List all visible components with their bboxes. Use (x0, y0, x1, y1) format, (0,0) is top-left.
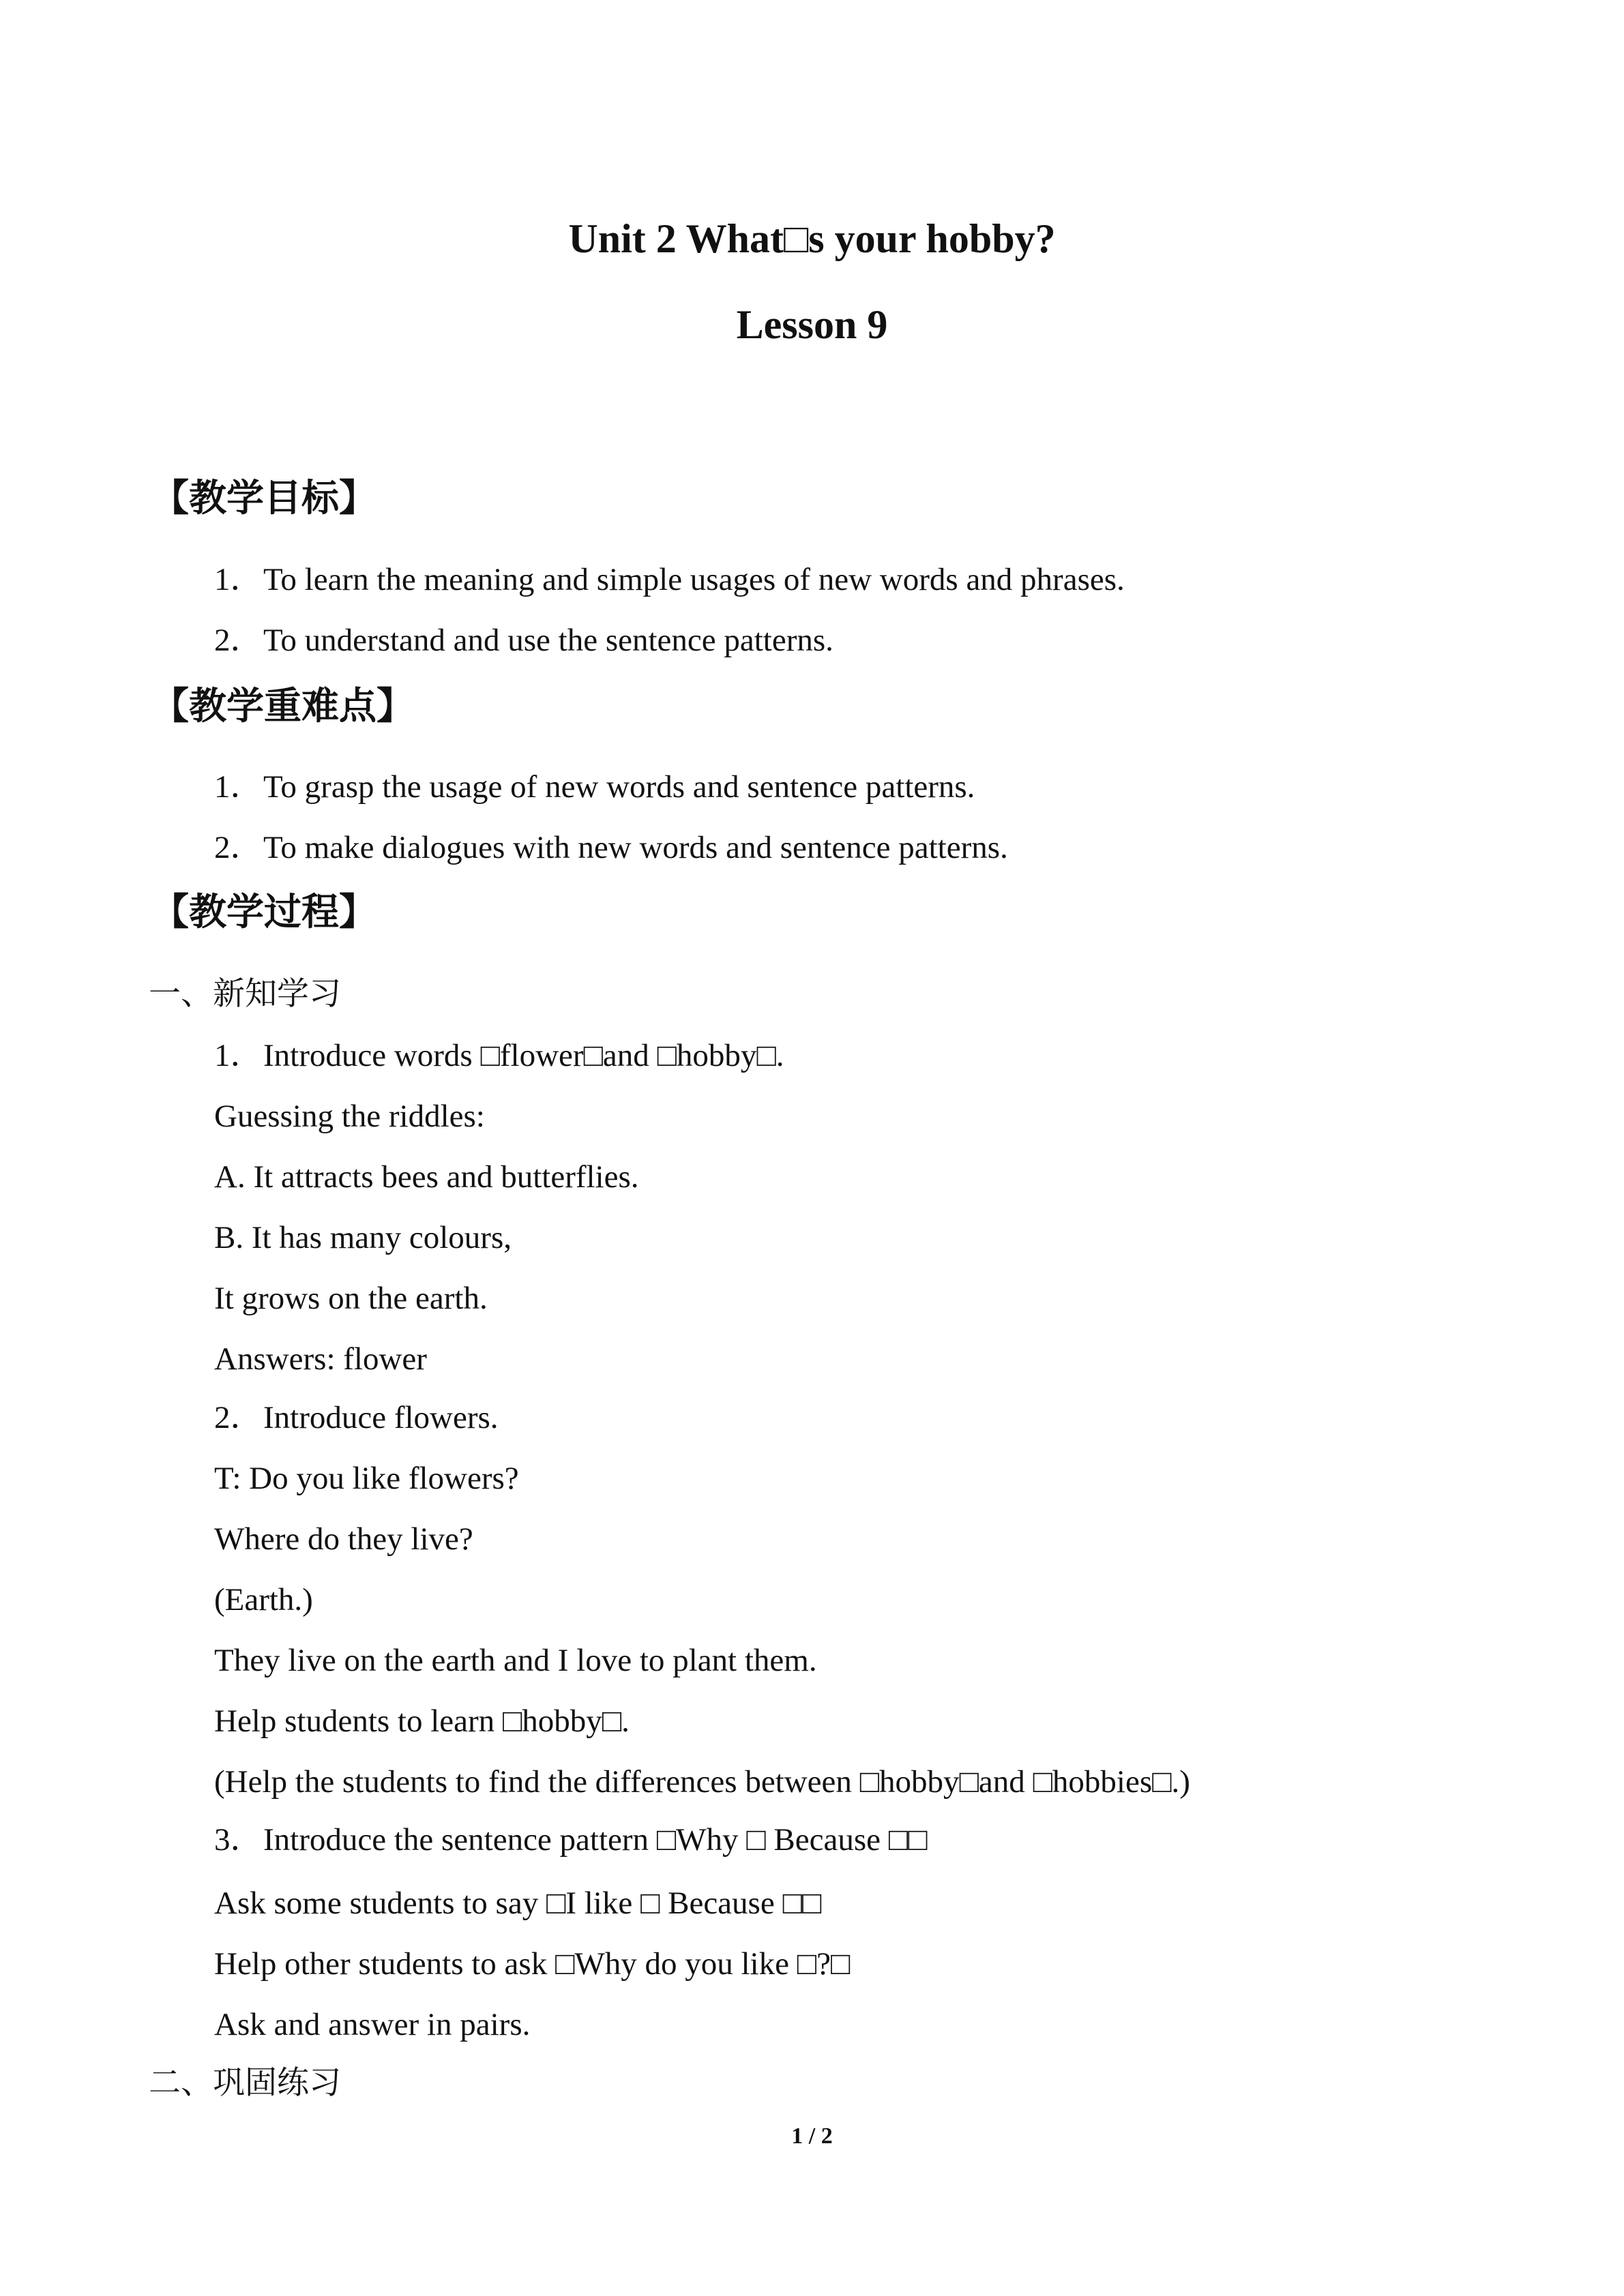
keypoint-item-2-num: 2． (214, 830, 263, 865)
step-3-num: 3． (214, 1822, 263, 1858)
keypoint-item-1-text: To grasp the usage of new words and sentence patterns. (263, 769, 975, 805)
dialogue-line-5: Help students to learn □hobby□. (214, 1703, 630, 1739)
step-3-text: Introduce the sentence pattern □Why □ Because □□ (263, 1822, 928, 1858)
keypoint-item-1 (214, 763, 975, 811)
step-3 (214, 1816, 928, 1864)
dialogue-line-1: T: Do you like flowers? (214, 1461, 519, 1496)
process-heading: 【教学过程】 (151, 890, 377, 934)
step-1-text: Introduce words □flower□and □hobby□. (263, 1038, 784, 1073)
practice-line-2: Help other students to ask □Why do you like □?□ (214, 1946, 851, 1982)
page-number: 1 / 2 (791, 2123, 833, 2149)
dialogue-line-2: Where do they live? (214, 1521, 473, 1557)
practice-line-1: Ask some students to say □I like □ Because □□ (214, 1885, 822, 1921)
goal-item-1-text: To learn the meaning and simple usages of new words and phrases. (263, 562, 1125, 597)
unit-title: Unit 2 What□s your hobby? (568, 216, 1056, 261)
dialogue-line-3: (Earth.) (214, 1582, 313, 1617)
riddle-answers: Answers: flower (214, 1341, 427, 1377)
riddles-intro: Guessing the riddles: (214, 1099, 485, 1134)
step-1-num: 1． (214, 1038, 263, 1073)
section-consolidation: 二、巩固练习 (149, 2064, 341, 2102)
step-1 (214, 1032, 784, 1079)
lesson-title: Lesson 9 (736, 302, 888, 347)
dialogue-line-4: They live on the earth and I love to plant them. (214, 1643, 817, 1678)
goal-item-2-text: To understand and use the sentence patterns. (263, 623, 833, 658)
goal-item-2-num: 2． (214, 623, 263, 658)
keypoints-heading: 【教学重难点】 (151, 684, 415, 728)
keypoint-item-1-num: 1． (214, 769, 263, 805)
dialogue-line-6: (Help the students to find the differences between □hobby□and □hobbies□.) (214, 1764, 1190, 1800)
section-new-knowledge: 一、新知学习 (149, 975, 341, 1013)
step-2-text: Introduce flowers. (263, 1400, 499, 1435)
riddle-b-line-2: It grows on the earth. (214, 1281, 488, 1316)
goal-item-1-num: 1． (214, 562, 263, 597)
practice-line-3: Ask and answer in pairs. (214, 2007, 531, 2042)
riddle-a: A. It attracts bees and butterflies. (214, 1159, 639, 1195)
goal-item-2 (214, 616, 833, 664)
riddle-b-line-1: B. It has many colours, (214, 1220, 512, 1255)
keypoint-item-2-text: To make dialogues with new words and sentence patterns. (263, 830, 1008, 865)
step-2 (214, 1394, 499, 1442)
step-2-num: 2． (214, 1400, 263, 1435)
goals-heading: 【教学目标】 (151, 476, 377, 520)
keypoint-item-2 (214, 824, 1008, 871)
goal-item-1 (214, 556, 1125, 603)
